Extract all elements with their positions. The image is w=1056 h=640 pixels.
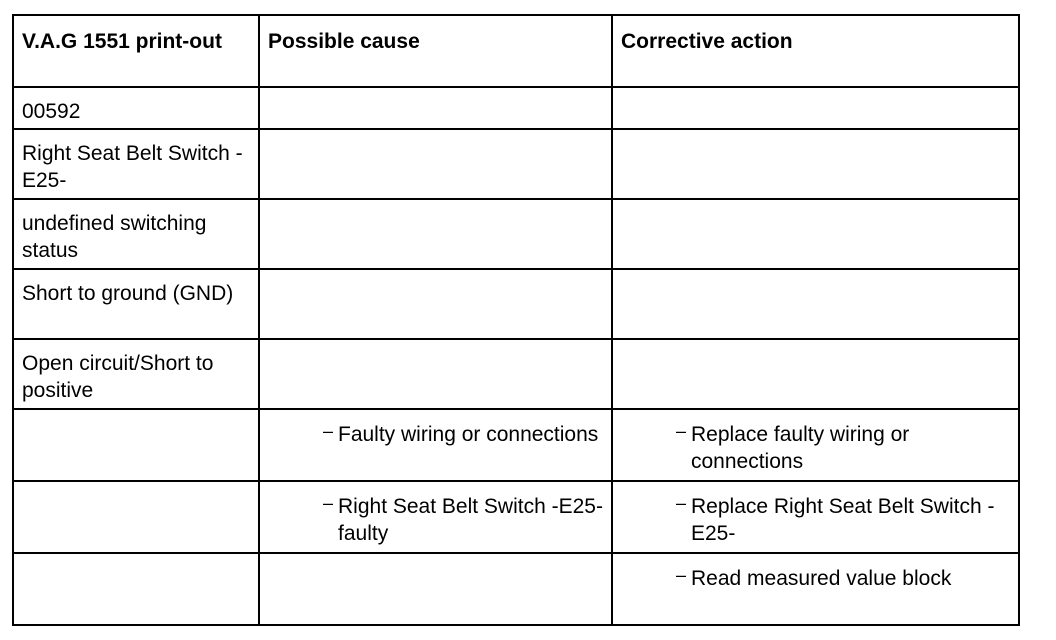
dash-bullet: –: [323, 493, 334, 513]
header-corrective-action: Corrective action: [612, 15, 1019, 87]
dash-bullet: –: [676, 565, 687, 585]
header-possible-cause: Possible cause: [259, 15, 612, 87]
table-header-row: [13, 15, 1019, 87]
action-text: Replace Right Seat Belt Switch -E25-: [691, 495, 995, 545]
cause-cell: [259, 481, 612, 553]
header-printout: V.A.G 1551 print-out: [13, 15, 259, 87]
dash-bullet: –: [676, 493, 687, 513]
cause-step: [268, 493, 603, 547]
printout-cell: [13, 481, 259, 553]
action-cell: [612, 269, 1019, 339]
cause-step: [268, 421, 603, 448]
action-cell: [612, 129, 1019, 199]
action-cell: [612, 553, 1019, 625]
printout-cell: [13, 553, 259, 625]
action-step: [621, 565, 1010, 592]
action-cell: [612, 339, 1019, 409]
action-cell: [612, 481, 1019, 553]
action-cell: [612, 199, 1019, 269]
printout-cell: [13, 409, 259, 481]
action-cell: [612, 409, 1019, 481]
table-row: [13, 199, 1019, 269]
action-step: [621, 421, 1010, 475]
cause-cell: [259, 199, 612, 269]
cause-text: Faulty wiring or connections: [338, 423, 599, 446]
printout-cell: Open circuit/Short to positive: [13, 339, 259, 409]
cause-cell: [259, 339, 612, 409]
table-row: [13, 481, 1019, 553]
table-row: [13, 339, 1019, 409]
dash-bullet: –: [676, 421, 687, 441]
printout-cell: undefined switching status: [13, 199, 259, 269]
action-step: [621, 493, 1010, 547]
cause-cell: [259, 553, 612, 625]
table-row: [13, 87, 1019, 129]
cause-cell: [259, 269, 612, 339]
cause-cell: [259, 129, 612, 199]
cause-cell: [259, 409, 612, 481]
dash-bullet: –: [323, 421, 334, 441]
cause-cell: [259, 87, 612, 129]
action-text: Replace faulty wiring or connections: [691, 423, 910, 473]
cause-text: Right Seat Belt Switch -E25- faulty: [338, 495, 603, 545]
action-text: Read measured value block: [691, 567, 952, 590]
table-row: [13, 553, 1019, 625]
fault-table: [12, 14, 1020, 626]
table-row: [13, 269, 1019, 339]
table-row: [13, 409, 1019, 481]
printout-cell: Right Seat Belt Switch -E25-: [13, 129, 259, 199]
action-cell: [612, 87, 1019, 129]
printout-cell: Short to ground (GND): [13, 269, 259, 339]
table-row: [13, 129, 1019, 199]
printout-cell: 00592: [13, 87, 259, 129]
